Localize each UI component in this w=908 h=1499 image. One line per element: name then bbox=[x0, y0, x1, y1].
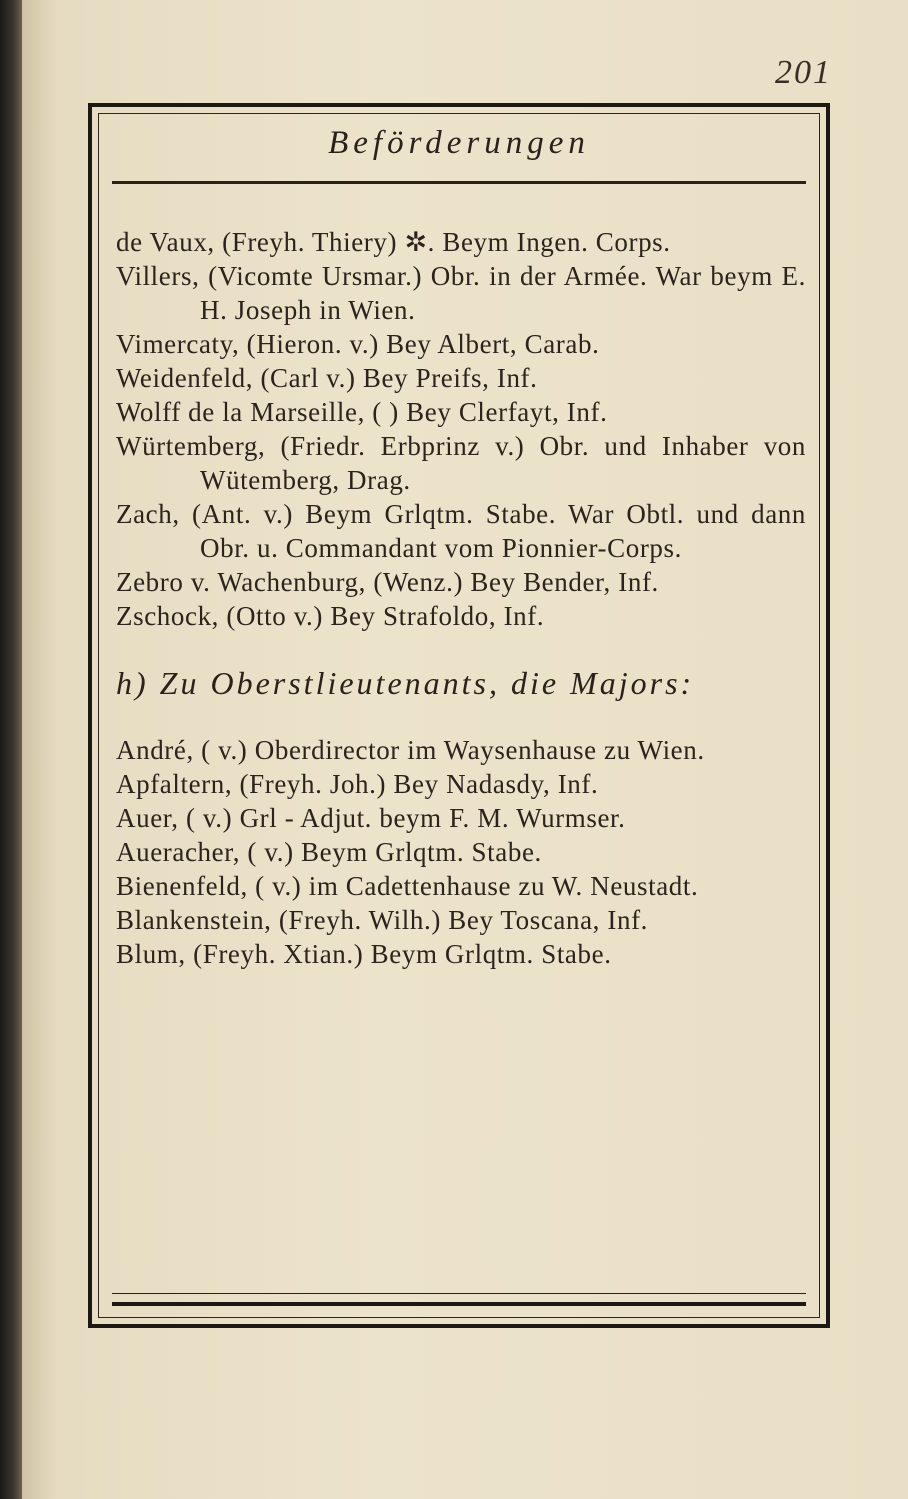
entry: Wolff de la Marseille, ( ) Bey Clerfayt, Inf. bbox=[116, 397, 608, 427]
entry: André, ( v.) Oberdirector im Waysenhause zu Wien. bbox=[116, 735, 705, 765]
entry: Auer, ( v.) Grl - Adjut. beym F. M. Wurmser. bbox=[116, 803, 626, 833]
entries-block bbox=[116, 225, 806, 971]
entry: Zschock, (Otto v.) Bey Strafoldo, Inf. bbox=[116, 601, 545, 631]
header-rule bbox=[112, 181, 806, 184]
entry: Zach, (Ant. v.) Beym Grlqtm. Stabe. War Obtl. und dann Obr. u. Commandant vom Pionnier-Corps. bbox=[116, 499, 806, 563]
entry: Zebro v. Wachenburg, (Wenz.) Bey Bender, Inf. bbox=[116, 567, 659, 597]
entry: de Vaux, (Freyh. Thiery) ✲. Beym Ingen. Corps. bbox=[116, 227, 671, 257]
running-header: Beförderungen bbox=[328, 125, 590, 161]
entry: Bienenfeld, ( v.) im Cadettenhause zu W. Neustadt. bbox=[116, 871, 699, 901]
entry: Blum, (Freyh. Xtian.) Beym Grlqtm. Stabe. bbox=[116, 939, 612, 969]
entry: Würtemberg, (Friedr. Erbprinz v.) Obr. und Inhaber von Wütemberg, Drag. bbox=[116, 431, 806, 495]
entry: Apfaltern, (Freyh. Joh.) Bey Nadasdy, Inf. bbox=[116, 769, 599, 799]
entry: Weidenfeld, (Carl v.) Bey Preifs, Inf. bbox=[116, 363, 538, 393]
entry: Villers, (Vicomte Ursmar.) Obr. in der Armée. War beym E. H. Joseph in Wien. bbox=[116, 261, 806, 325]
footer-rule-thin bbox=[112, 1293, 806, 1294]
page-frame bbox=[88, 103, 830, 1328]
entry: Blankenstein, (Freyh. Wilh.) Bey Toscana, Inf. bbox=[116, 905, 649, 935]
entries-block-majors bbox=[116, 733, 806, 971]
page-number: 201 bbox=[775, 54, 832, 91]
entry: Aueracher, ( v.) Beym Grlqtm. Stabe. bbox=[116, 837, 542, 867]
entry: Vimercaty, (Hieron. v.) Bey Albert, Carab. bbox=[116, 329, 600, 359]
section-heading: h) Zu Oberstlieutenants, die Majors: bbox=[116, 665, 695, 701]
book-spine bbox=[0, 0, 22, 1499]
book-page bbox=[22, 0, 908, 1499]
footer-rule bbox=[112, 1302, 806, 1306]
